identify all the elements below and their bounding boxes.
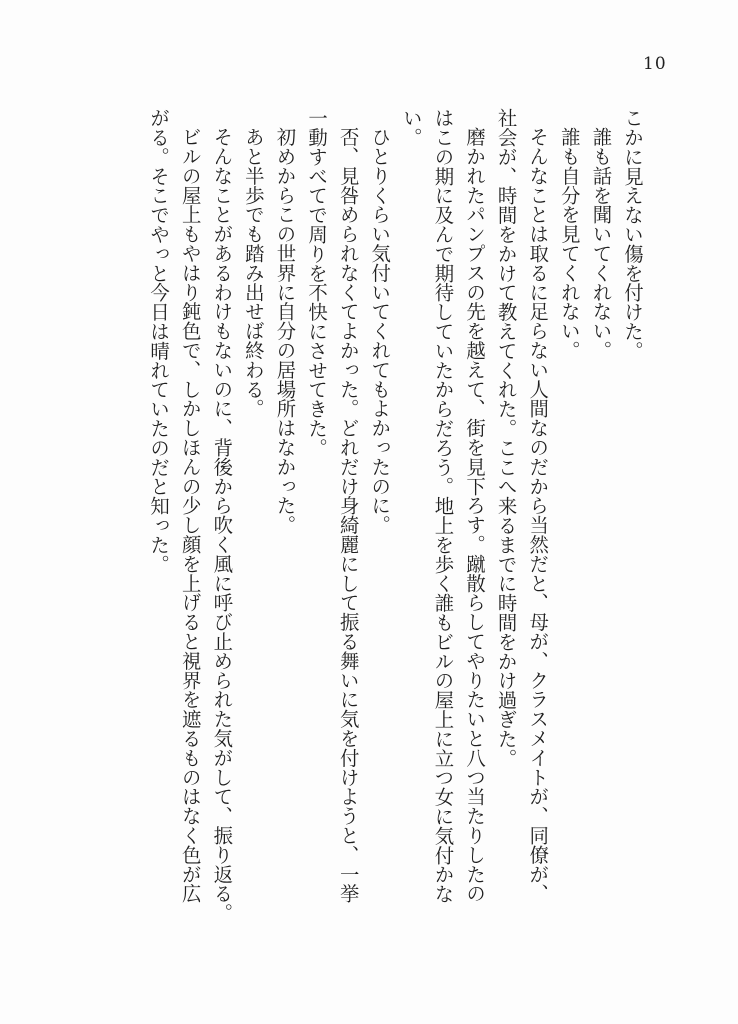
text-line: い。 <box>399 108 423 147</box>
text-line: 誰も話を聞いてくれない。 <box>589 127 613 361</box>
text-line: あと半歩でも踏み出せば終わる。 <box>241 127 265 419</box>
text-line: 社会が、時間をかけて教えてくれた。ここへ来るまでに時間をかけ過ぎた。 <box>494 108 518 768</box>
text-line: 初めからこの世界に自分の居場所はなかった。 <box>273 127 297 535</box>
text-line: 誰も自分を見てくれない。 <box>557 127 581 361</box>
text-line: 磨かれたパンプスの先を越えて、街を見下ろす。蹴散らしてやりたいと八つ当たりしたの <box>463 127 487 904</box>
text-line: こかに見えない傷を付けた。 <box>621 108 644 361</box>
text-line: 否、見咎められなくてよかった。どれだけ身綺麗にして振る舞いに気を付けようと、一挙 <box>336 127 360 904</box>
text-line: ビルの屋上もやはり鈍色で、しかしほんの少し顔を上げると視界を遮るものはなく色が広 <box>178 127 202 904</box>
text-line: がる。そこでやっと今日は晴れていたのだと知った。 <box>147 108 171 574</box>
text-line: 一動すべてで周りを不快にさせてきた。 <box>305 108 329 458</box>
text-line: はこの期に及んで期待していたからだろう。地上を歩く誰もビルの屋上に立つ女に気付かな <box>431 108 455 904</box>
page-number: 10 <box>643 54 667 74</box>
body-text <box>143 108 649 924</box>
text-line: そんなことは取るに足らない人間なのだから当然だと、母が、クラスメイトが、同僚が、 <box>526 127 550 904</box>
text-line: ひとりくらい気付いてくれてもよかったのに。 <box>368 127 392 535</box>
text-line: そんなことがあるわけもないのに、背後から吹く風に呼び止められた気がして、振り返る。 <box>210 127 234 923</box>
